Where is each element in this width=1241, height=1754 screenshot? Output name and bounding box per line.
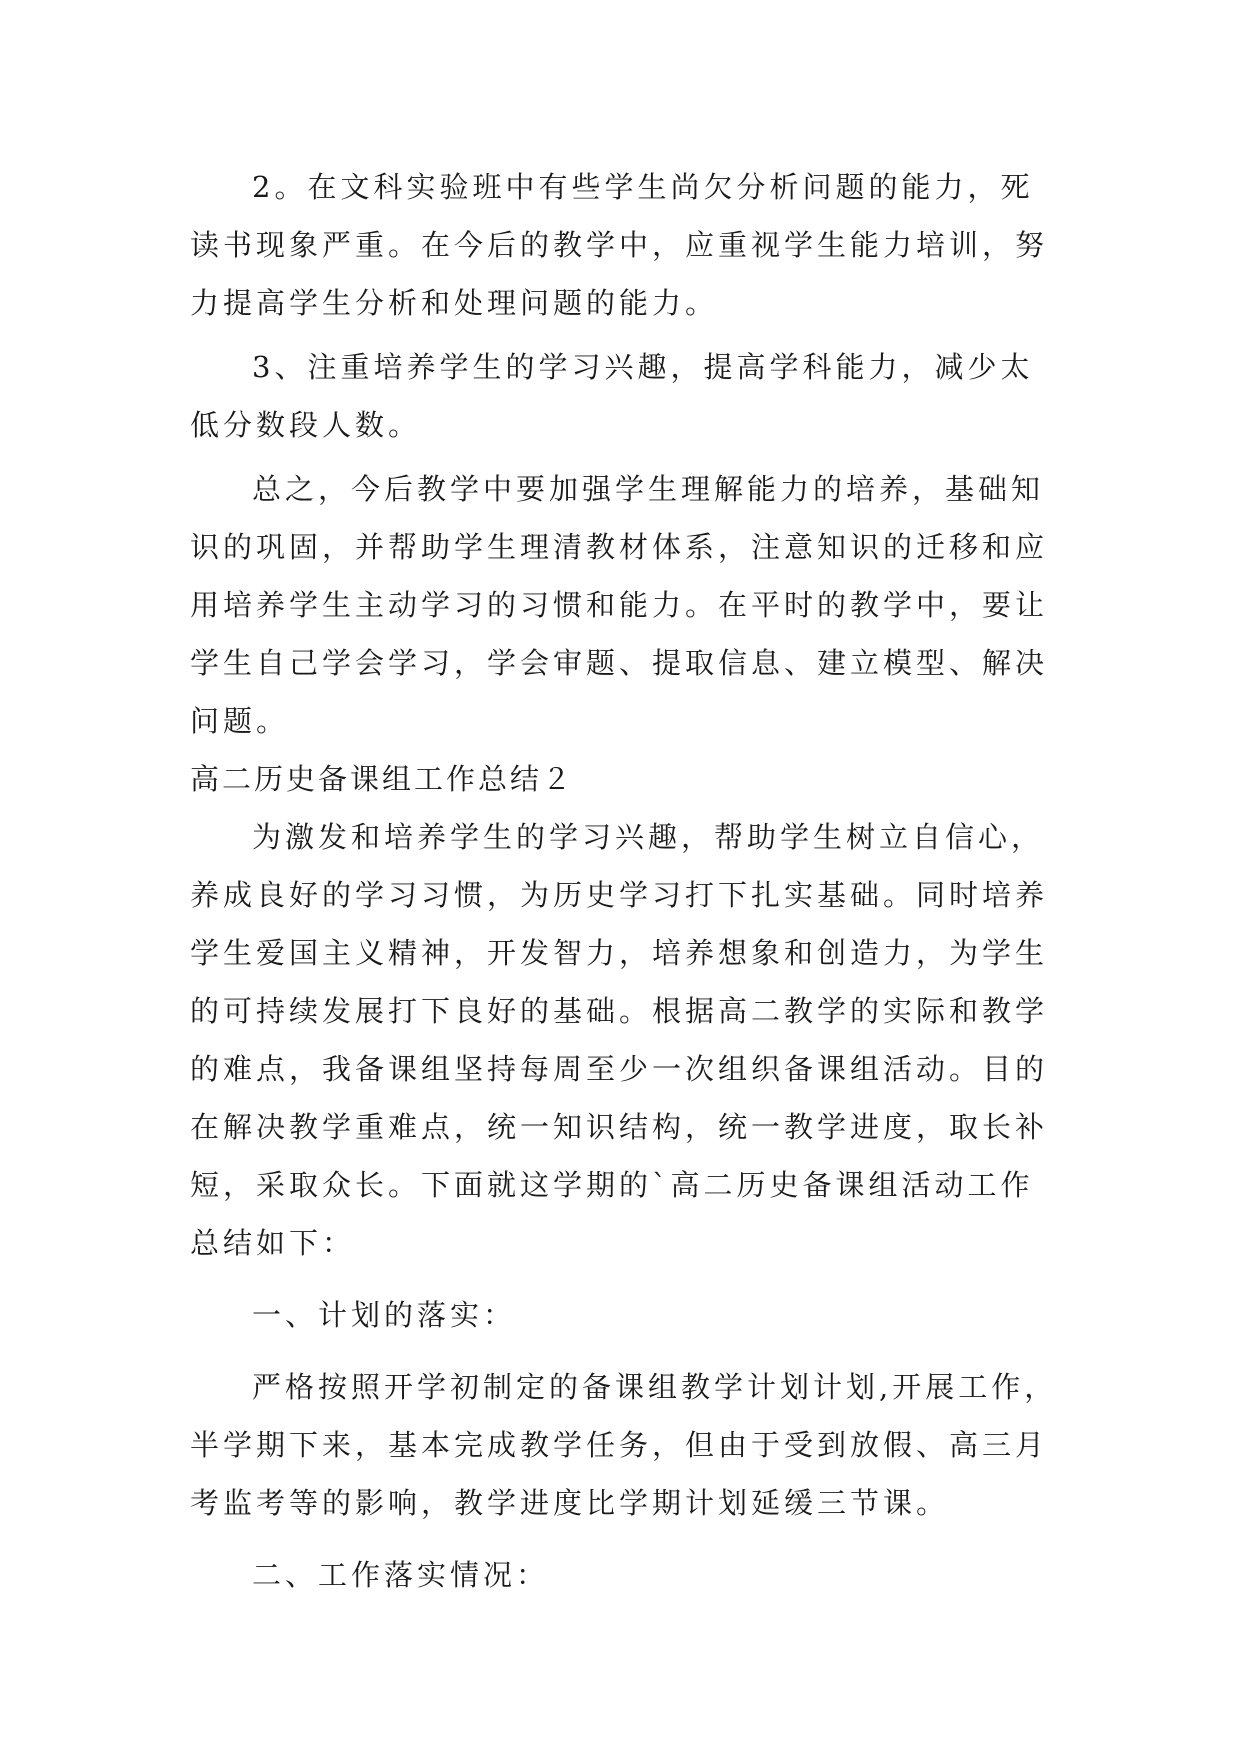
paragraph-line: 养成良好的学习习惯，为历史学习打下扎实基础。同时培养 [190,878,1049,912]
paragraph-line: 学生爱国主义精神，开发智力，培养想象和创造力，为学生 [190,936,1049,970]
paragraph-line: 考监考等的影响，教学进度比学期计划延缓三节课。 [190,1486,950,1520]
paragraph-line: 读书现象严重。在今后的教学中，应重视学生能力培训，努 [190,228,1049,262]
paragraph-line: 用培养学生主动学习的习惯和能力。在平时的教学中，要让 [190,588,1049,622]
paragraph-line: 的难点，我备课组坚持每周至少一次组织备课组活动。目的 [190,1052,1049,1086]
subsection-heading: 一、计划的落实： [252,1298,517,1332]
paragraph-line: 3、注重培养学生的学习兴趣，提高学科能力，减少太 [252,350,1034,384]
section-heading: 高二历史备课组工作总结２ [190,762,575,796]
document-page [190,158,1060,1604]
paragraph-line: 的可持续发展打下良好的基础。根据高二教学的实际和教学 [190,994,1049,1028]
paragraph-line: 力提高学生分析和处理问题的能力。 [190,286,719,320]
paragraph-line: 半学期下来，基本完成教学任务，但由于受到放假、高三月 [190,1428,1049,1462]
paragraph-line: 低分数段人数。 [190,408,422,442]
paragraph-line: 问题。 [190,704,290,738]
subsection-heading: 二、工作落实情况： [252,1558,550,1592]
paragraph-line: 总之，今后教学中要加强学生理解能力的培养，基础知 [252,472,1045,506]
paragraph-line: 严格按照开学初制定的备课组教学计划计划,开展工作， [252,1370,1058,1404]
paragraph-line: 识的巩固，并帮助学生理清教材体系，注意知识的迁移和应 [190,530,1049,564]
paragraph-line: 2。在文科实验班中有些学生尚欠分析问题的能力，死 [252,170,1034,204]
paragraph-line: 总结如下： [190,1226,356,1260]
paragraph-line: 为激发和培养学生的学习兴趣，帮助学生树立自信心， [252,820,1045,854]
paragraph-line: 在解决教学重难点，统一知识结构，统一教学进度，取长补 [190,1110,1049,1144]
paragraph-line: 短，采取众长。下面就这学期的`高二历史备课组活动工作 [190,1168,1034,1202]
paragraph-line: 学生自己学会学习，学会审题、提取信息、建立模型、解决 [190,646,1049,680]
